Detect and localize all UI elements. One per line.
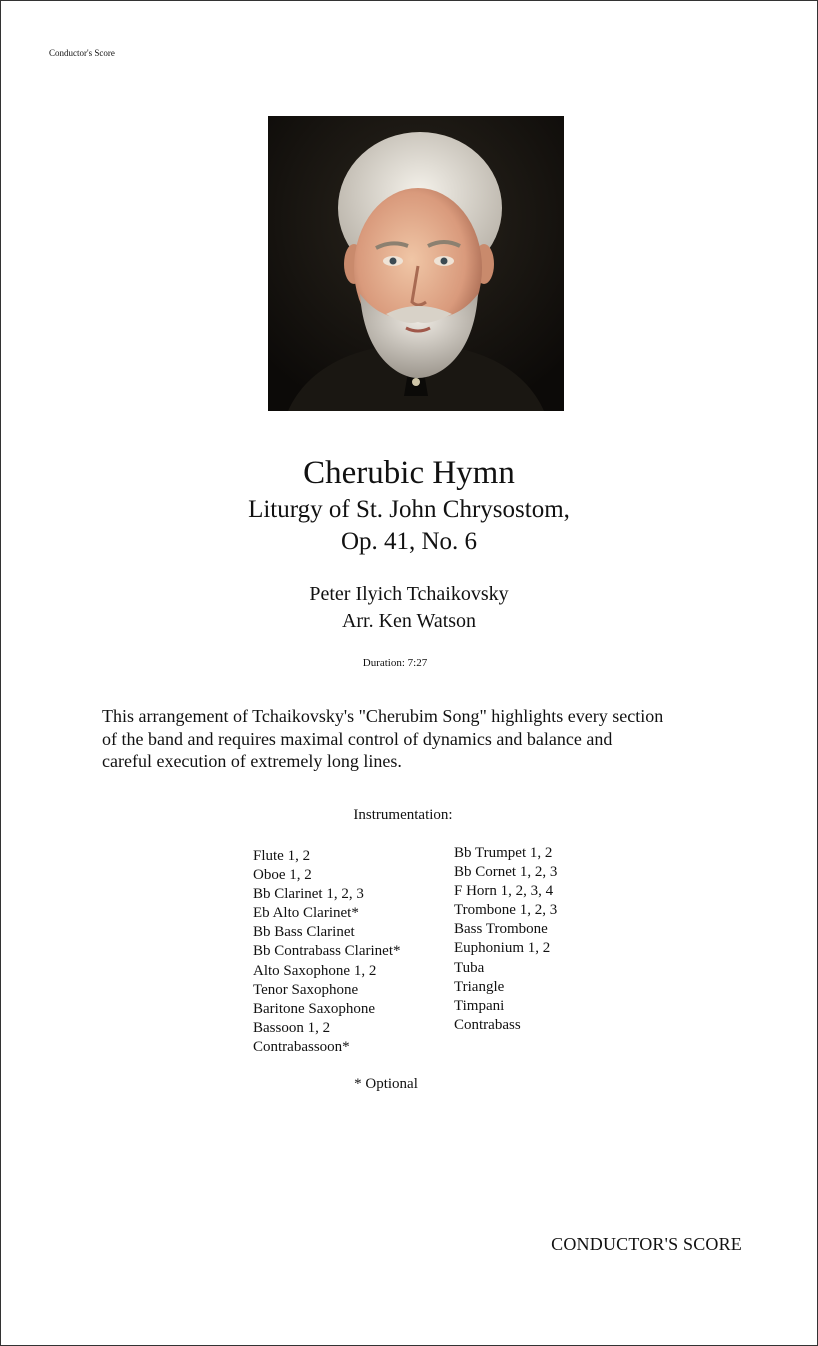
instrument-item: Alto Saxophone 1, 2 — [253, 962, 377, 979]
program-note: This arrangement of Tchaikovsky's "Cherubim Song" highlights every section of the band and requires maximal control of dynamics and balance and careful execution of extremely long lines. — [102, 706, 664, 771]
instrumentation-list-woodwinds — [253, 847, 400, 1057]
instrument-item: Eb Alto Clarinet* — [253, 905, 359, 922]
instrument-item: Contrabassoon* — [253, 1038, 350, 1055]
instrument-item: Bb Trumpet 1, 2 — [454, 845, 553, 861]
instrument-item: Bassoon 1, 2 — [253, 1019, 331, 1036]
optional-footnote: * Optional — [354, 1076, 418, 1092]
piece-title: Cherubic Hymn — [303, 455, 515, 491]
instrument-item: Bb Clarinet 1, 2, 3 — [253, 886, 364, 903]
instrument-item: Trombone 1, 2, 3 — [454, 902, 558, 919]
piece-subtitle-line2: Op. 41, No. 6 — [340, 528, 478, 555]
running-header: Conductor's Score — [49, 48, 115, 58]
instrument-item: Flute 1, 2 — [253, 848, 311, 864]
instrument-item: Tenor Saxophone — [253, 981, 359, 998]
instrument-item: Contrabass — [454, 1016, 521, 1033]
conductors-score-label: CONDUCTOR'S SCORE — [551, 1234, 742, 1254]
portrait-painting — [268, 116, 564, 411]
instrument-item: Bb Contrabass Clarinet* — [253, 943, 401, 960]
instrument-item: Euphonium 1, 2 — [454, 940, 551, 957]
instrument-item: Timpani — [454, 997, 505, 1014]
instrument-item: Bb Cornet 1, 2, 3 — [454, 864, 558, 881]
piece-subtitle-line1: Liturgy of St. John Chrysostom, — [248, 496, 570, 523]
duration: Duration: 7:27 — [362, 657, 428, 669]
composer-name: Peter Ilyich Tchaikovsky — [309, 583, 509, 605]
instrument-item: F Horn 1, 2, 3, 4 — [454, 883, 554, 900]
instrument-item: Bb Bass Clarinet — [253, 924, 355, 941]
instrument-item: Bass Trombone — [454, 921, 548, 938]
instrumentation-heading: Instrumentation: — [353, 807, 453, 823]
title-block — [1, 452, 817, 558]
instrument-item: Tuba — [454, 959, 485, 976]
instrumentation-list-brass-percussion — [454, 844, 557, 1035]
instrument-item: Triangle — [454, 978, 505, 995]
instrument-item: Baritone Saxophone — [253, 1000, 376, 1017]
credits — [1, 581, 817, 635]
instrument-item: Oboe 1, 2 — [253, 867, 312, 884]
composer-portrait — [268, 116, 564, 411]
arranger-name: Arr. Ken Watson — [341, 610, 477, 632]
